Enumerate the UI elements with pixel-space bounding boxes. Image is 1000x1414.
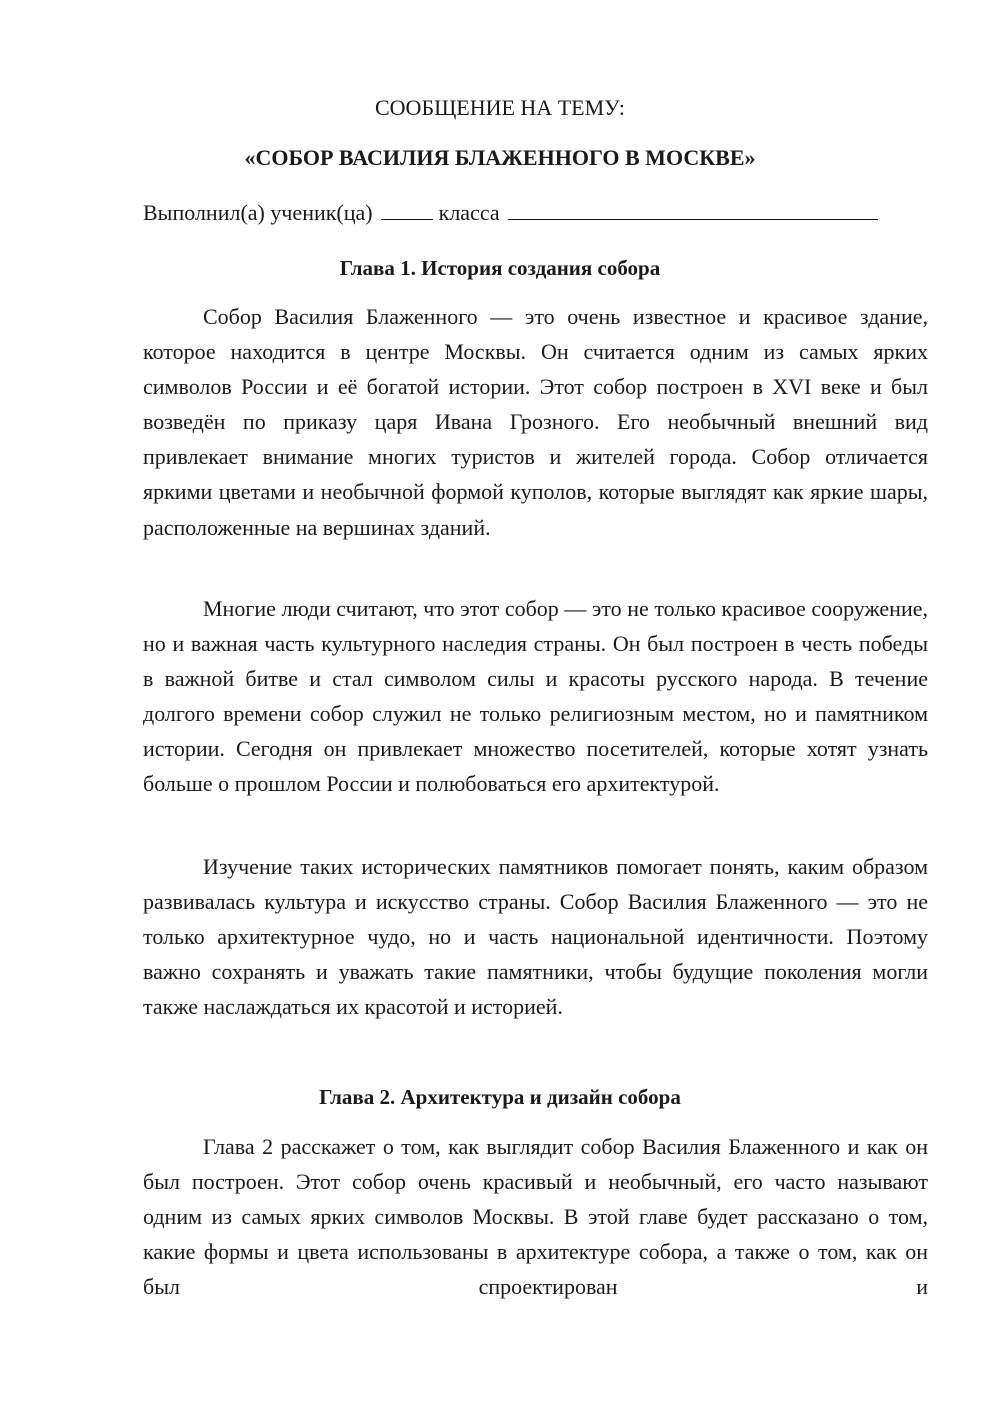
student-name-blank: [508, 197, 878, 220]
document-title: «СОБОР ВАСИЛИЯ БЛАЖЕННОГО В МОСКВЕ»: [244, 145, 756, 170]
chapter-2-title: Глава 2. Архитектура и дизайн собора: [319, 1085, 681, 1109]
class-label: класса: [438, 200, 500, 225]
chapter-1-paragraph-1: Собор Василия Блаженного — это очень известное и красивое здание, которое находится в центре Москвы. Он считается одним из самых ярких символов России и её богатой истории. Этот собор построен в XVI веке и был возведён по приказу царя Ивана Грозного. Его необычный внешний вид привлекает внимание многих туристов и жителей города. Собор отличается яркими цветами и необычной формой куполов, которые выглядят как яркие шары, расположенные на вершинах зданий.: [143, 304, 928, 540]
chapter-1-paragraph-2: Многие люди считают, что этот собор — это не только красивое сооружение, но и важная часть культурного наследия страны. Он был построен в честь победы в важной битве и стал символом силы и красоты русского народа. В течение долгого времени собор служил не только религиозным местом, но и памятником истории. Сегодня он привлекает множество посетителей, которые хотят узнать больше о прошлом России и полюбоваться его архитектурой.: [143, 596, 928, 797]
student-info-line: [143, 197, 878, 228]
topic-heading: СООБЩЕНИЕ НА ТЕМУ:: [375, 95, 625, 120]
chapter-1-paragraph-3: Изучение таких исторических памятников помогает понять, каким образом развивалась культура и искусство страны. Собор Василия Блаженного — это не только архитектурное чудо, но и часть национальной идентичности. Поэтому важно сохранять и уважать такие памятники, чтобы будущие поколения могли также наслаждаться их красотой и историей.: [143, 854, 928, 1020]
chapter-2-paragraph-1: Глава 2 расскажет о том, как выглядит собор Василия Блаженного и как он был построен. Этот собор очень красивый и необычный, его часто называют одним из самых ярких символов Москвы. В этой главе будет рассказано о том, какие формы и цвета использованы в архитектуре собора, а также о том, как он был спроектирован и: [143, 1134, 928, 1300]
chapter-1-title: Глава 1. История создания собора: [339, 256, 661, 280]
student-label: Выполнил(а) ученик(ца): [143, 200, 373, 225]
class-number-blank: [381, 197, 433, 220]
